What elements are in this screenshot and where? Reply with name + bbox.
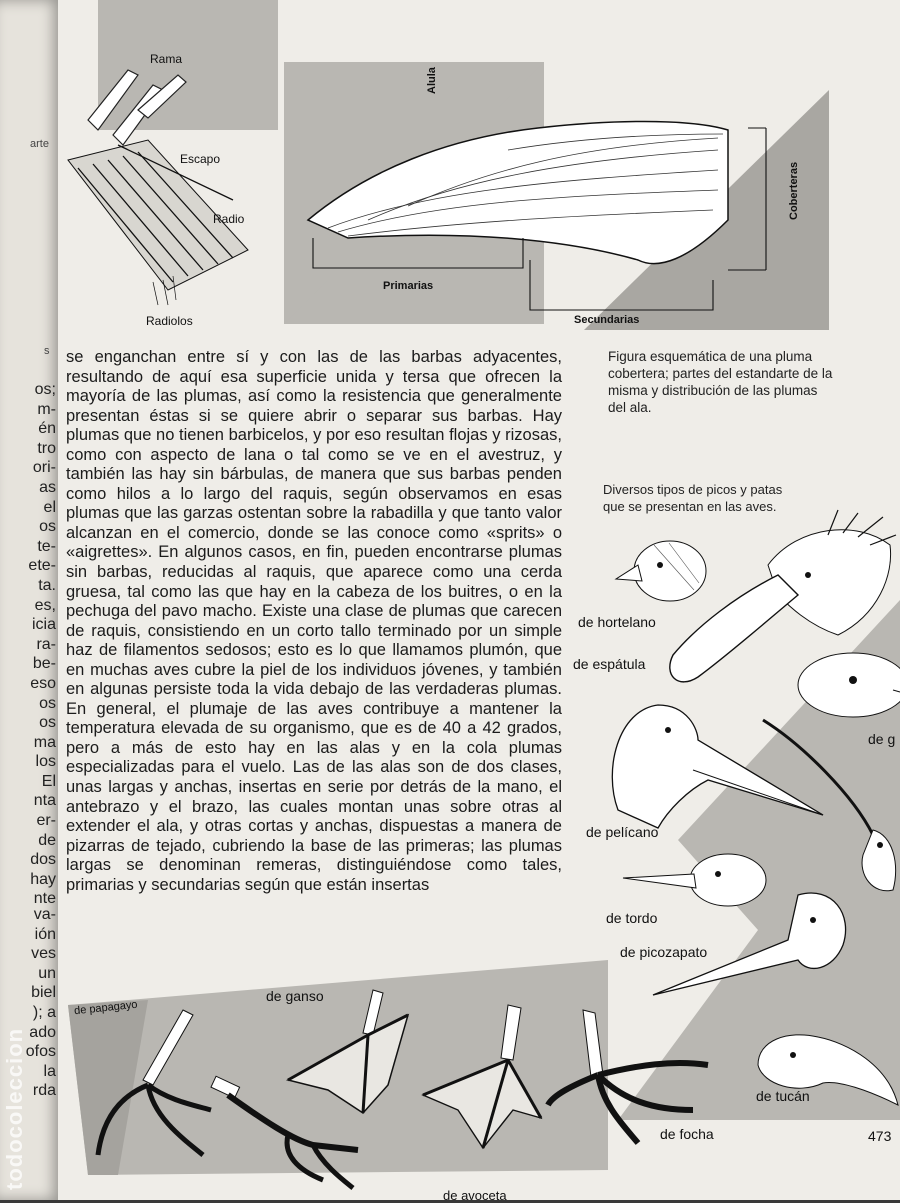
label-espatula: de espátula [573, 656, 646, 672]
left-page-fragment: dos [30, 851, 56, 869]
page-number: 473 [868, 1128, 892, 1144]
left-page-fragment: tro [37, 439, 56, 457]
left-page-label: arte [30, 138, 49, 150]
label-escapo: Escapo [180, 152, 221, 166]
left-page-label: s [44, 345, 50, 357]
label-ganso: de ganso [266, 988, 324, 1004]
left-page-fragment: eso [30, 674, 56, 692]
left-page-fragment: ma [33, 733, 56, 751]
left-page-fragment: icia [31, 616, 56, 634]
label-alula: Alula [426, 67, 438, 94]
left-page-fragment: be- [32, 655, 56, 673]
label-secundarias: Secundarias [574, 314, 640, 326]
left-page-fragment: as [39, 478, 56, 496]
feather-illustration [58, 50, 298, 310]
label-g: de g [868, 731, 896, 747]
label-coberteras: Coberteras [788, 161, 800, 220]
left-page-fragment: ete- [28, 557, 56, 575]
left-page-fragment: m- [37, 400, 56, 418]
left-page-fragment: ofos [25, 1043, 56, 1061]
left-page-fragment: te- [37, 537, 56, 555]
left-page-fragment: el [43, 498, 56, 516]
left-page-fragment: én [38, 420, 56, 438]
label-papagayo: de papagayo [73, 998, 139, 1018]
left-page-fragment: os [39, 694, 56, 712]
figure-caption: Figura esquemática de una pluma cobertera; partes del estandarte de la misma y distribución de las plumas del ala. [608, 349, 833, 415]
body-text [66, 348, 562, 895]
label-picozapato: de picozapato [620, 944, 708, 960]
left-page-fragment: ); a [32, 1003, 56, 1021]
left-page-fragment: os [39, 714, 56, 732]
foot-middle-illustration [413, 1000, 548, 1150]
left-page-text-fragments [28, 380, 56, 909]
left-page-fragment: os; [34, 381, 56, 398]
left-page-fragment: hay [30, 870, 56, 888]
left-page-fragment: va- [33, 906, 56, 923]
left-page-fragment: nte [33, 890, 56, 908]
foot-papagayo-illustration [83, 1005, 213, 1165]
wing-bracket-lines [308, 120, 778, 320]
label-tucan: de tucán [756, 1088, 810, 1104]
label-focha: de focha [660, 1126, 714, 1142]
label-hortelano: de hortelano [578, 614, 656, 630]
left-page-fragment: la [43, 1062, 56, 1080]
left-page-fragment: los [35, 753, 56, 771]
left-page-fragment: nta [33, 792, 56, 810]
left-page-fragment: El [41, 772, 56, 790]
left-page-text-fragments-2 [26, 905, 56, 1101]
left-page-fragment: ado [29, 1023, 56, 1041]
label-primarias: Primarias [383, 280, 434, 292]
left-page-fragment: ves [31, 945, 56, 963]
left-page-fragment: ión [34, 925, 56, 943]
foot-focha-illustration [543, 1005, 713, 1145]
left-page-fragment: os [39, 518, 56, 536]
left-page-fragment: er- [36, 812, 56, 830]
left-page-fragment: de [38, 831, 56, 849]
foot-ganso-illustration [278, 985, 413, 1115]
beak-picozapato-illustration [648, 885, 858, 1000]
left-page [0, 0, 62, 1200]
left-page-fragment: biel [31, 984, 56, 1002]
label-rama: Rama [150, 52, 183, 66]
left-page-fragment: ta. [38, 576, 56, 594]
label-radiolos: Radiolos [146, 314, 193, 328]
left-page-fragment: rda [32, 1082, 56, 1100]
label-avoceta: de avoceta [443, 1188, 507, 1203]
book-page [58, 0, 900, 1203]
watermark: todocoleccion [2, 1027, 27, 1190]
beaks-caption: Diversos tipos de picos y patas que se presentan en las aves. [603, 482, 783, 514]
left-page-fragment: es, [34, 596, 56, 614]
label-radio: Radio [213, 212, 245, 226]
label-tordo: de tordo [606, 910, 658, 926]
left-page-fragment: ori- [32, 459, 56, 477]
left-page-fragment: un [38, 964, 56, 982]
body-paragraph: se enganchan entre sí y con las de las barbas adyacentes, resultando de aquí esa superficie unida y tersa que ofrecen la mayoría de las plumas, así como la resistencia que generalmente presentan éstas si se quiere abrir o separar sus barbas. Hay plumas que no tienen barbicelos, y por eso resultan flojas y rizosas, como con aspecto de lana o tal como se ve en el avestruz, y también las hay sin bárbulas, de manera que sus barbas penden como hilos a lo largo del raquis, según observamos en esas plumas que las garzas ostentan sobre la rabadilla y que tanto valor alcanzan en el comercio, donde se las conoce como «sprits» o «aigrettes». En algunos casos, en fin, pueden encontrarse plumas sin barbas, reducidas al raquis, que aparece como una cerda gruesa, tal como las que hay en la cabeza de los buitres, o en la pechuga del pavo macho. Existe una clase de plumas que carecen de raquis, consistiendo en un corto tallo terminado por un simple haz de filamentos sedosos; esto es lo que llamamos plumón, que en muchas aves cubre la piel de los individuos jóvenes, y también en algunas persiste toda la vida debajo de las verdaderas plumas. En general, el plumaje de las aves contribuye a mantener la temperatura elevada de su organismo, que es de 40 a 42 grados, pero a más de esto hay en las alas y en la cola plumas especializadas para el vuelo. Las de las alas son de dos clases, unas largas y anchas, insertas en serie por detrás de la mano, el antebrazo y el brazo, las cuales montan unas sobre otras al extender el ala, y otras cortas y anchas, dispuestas a manera de pizarras de tejado, cubriendo la base de las primeras; las plumas largas se denominan remeras, distinguiéndose como tales, primarias y secundarias según que están insertas [66, 348, 562, 894]
left-page-fragment: ra- [36, 635, 56, 653]
label-pelicano: de pelícano [586, 824, 659, 840]
